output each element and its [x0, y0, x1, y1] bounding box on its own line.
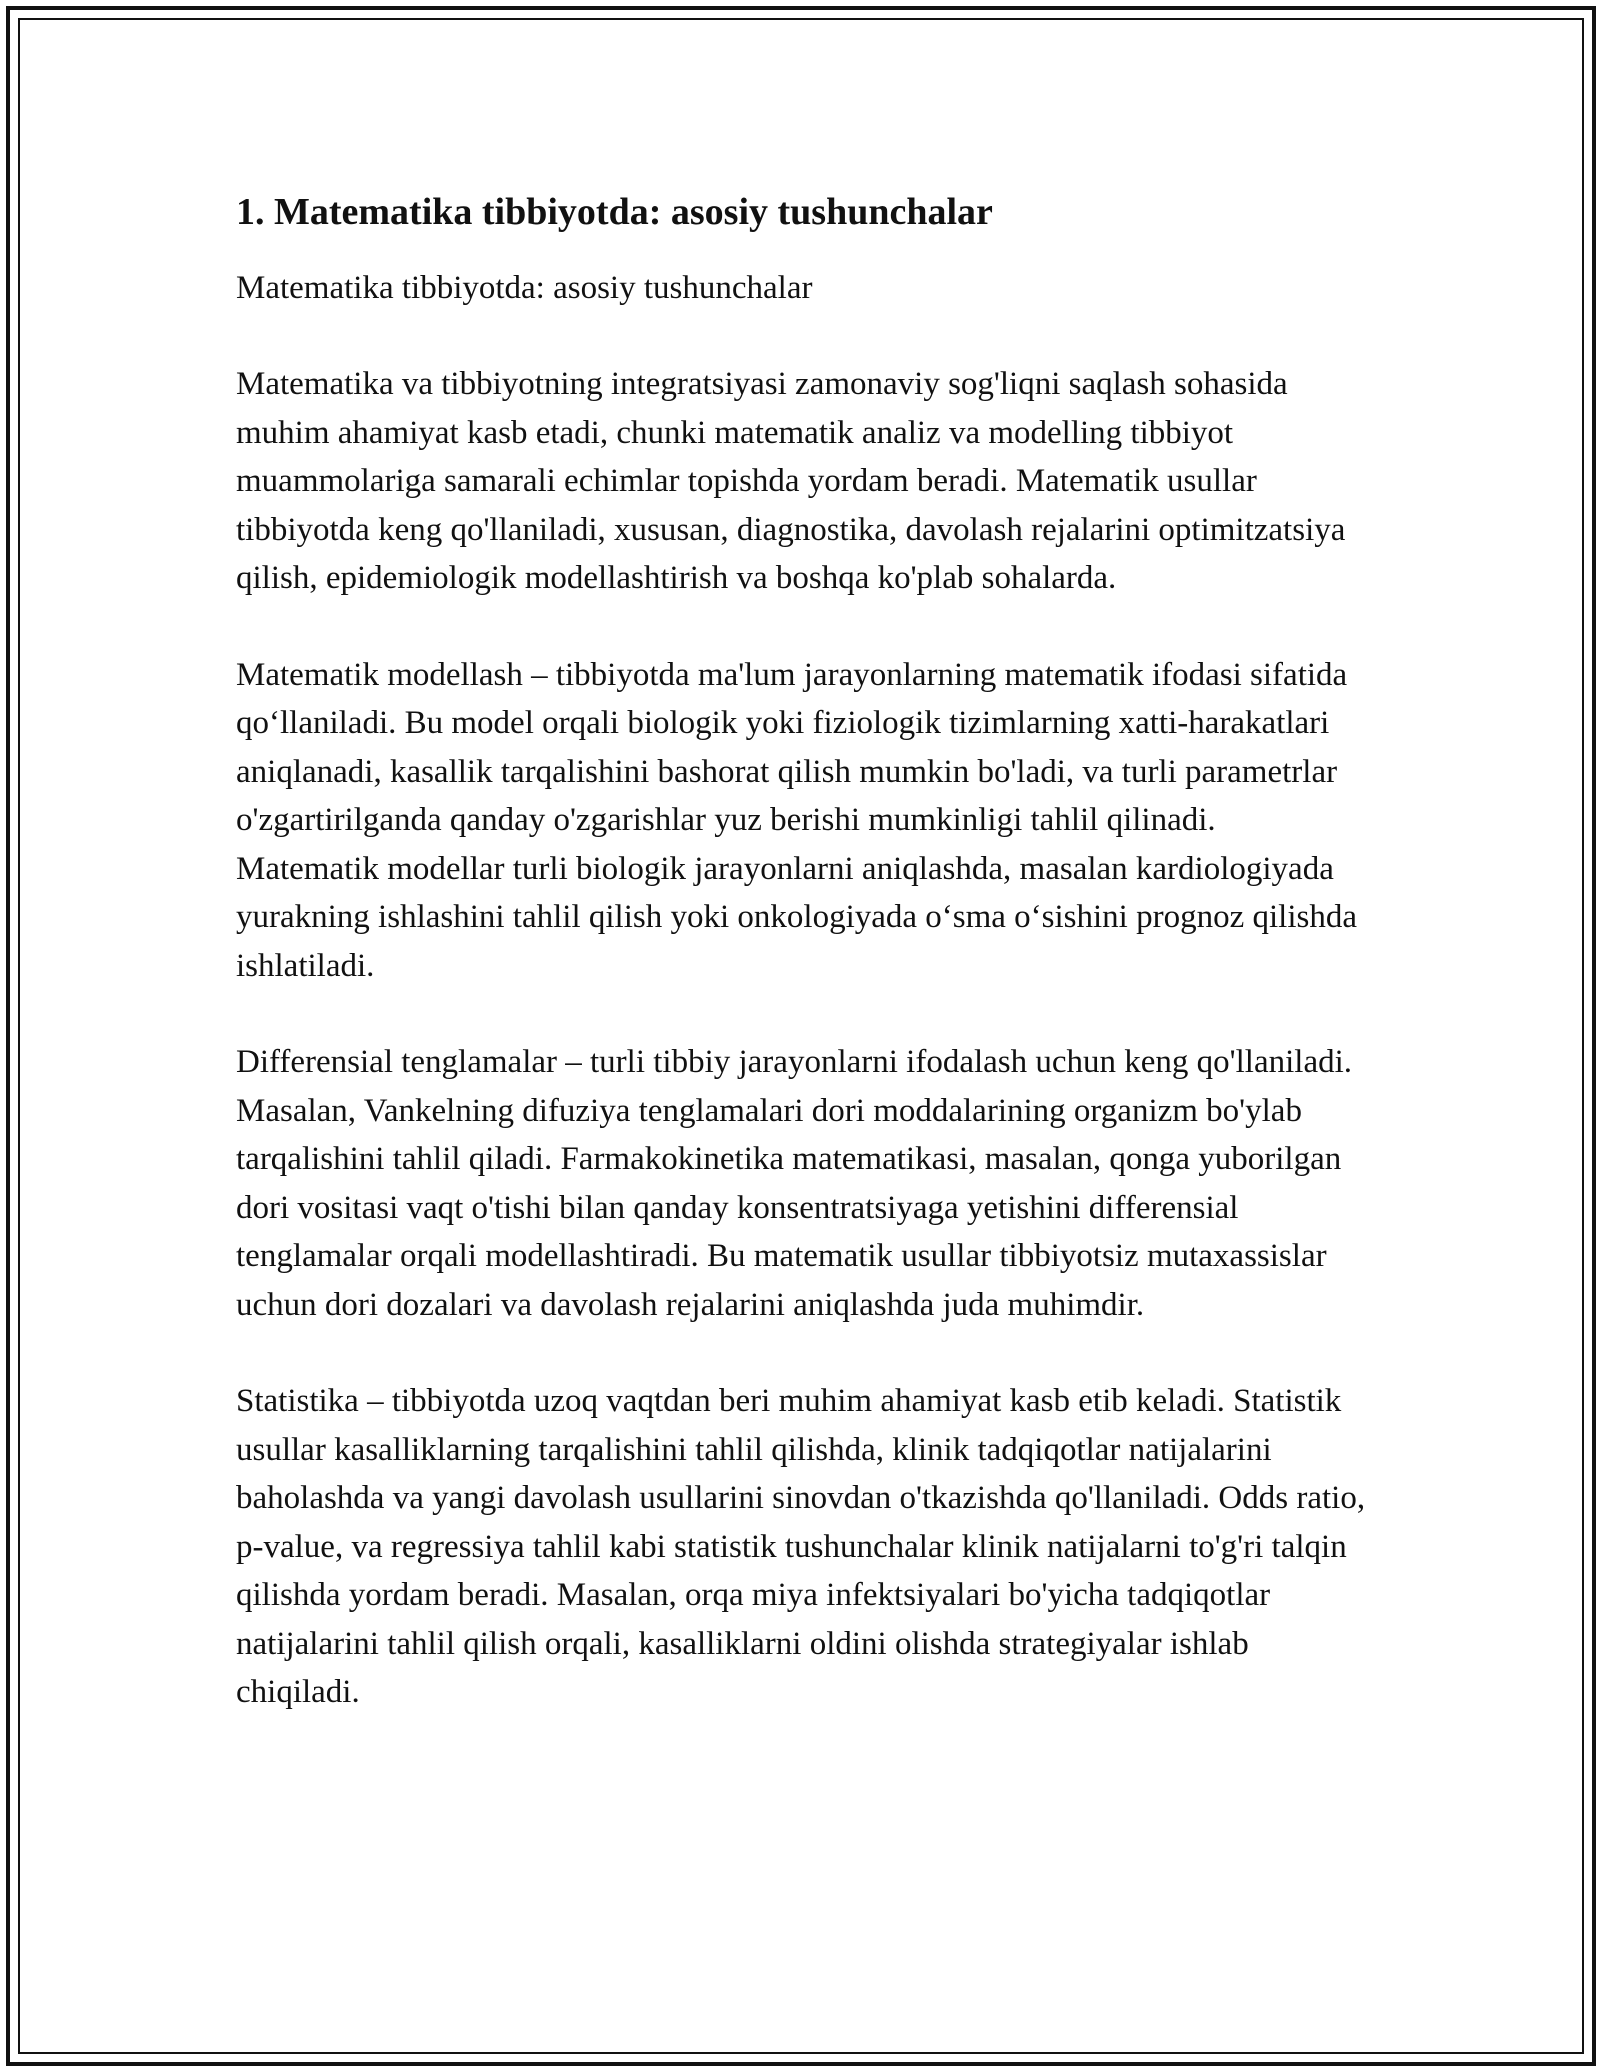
document-body [236, 186, 1366, 1765]
paragraph-differential-equations: Differensial tenglamalar – turli tibbiy jarayonlarni ifodalash uchun keng qo'llaniladi. Masalan, Vankelning difuziya tenglamalari dori moddalarining organizm bo'ylab tarqalishini tahlil qiladi. Farmakokinetika matematikasi, masalan, qonga yuborilgan dori vositasi vaqt o'tishi bilan qanday konsentratsiyaga yetishini differensial tenglamalar orqali modellashtiradi. Bu matematik usullar tibbiyotsiz mutaxassislar uchun dori dozalari va davolash rejalarini aniqlashda juda muhimdir. [236, 1044, 1353, 1323]
section-heading: 1. Matematika tibbiyotda: asosiy tushunchalar [236, 191, 993, 233]
section-subtitle: Matematika tibbiyotda: asosiy tushunchalar [236, 270, 813, 306]
paragraph-modelling: Matematik modellash – tibbiyotda ma'lum jarayonlarning matematik ifodasi sifatida qo‘llaniladi. Bu model orqali biologik yoki fiziologik tizimlarning xatti-harakatlari aniqlanadi, kasallik tarqalishini bashorat qilish mumkin bo'ladi, va turli parametrlar o'zgartirilganda qanday o'zgarishlar yuz berishi mumkinligi tahlil qilinadi. Matematik modellar turli biologik jarayonlarni aniqlashda, masalan kardiologiyada yurakning ishlashini tahlil qilish yoki onkologiyada o‘sma o‘sishini prognoz qilishda ishlatiladi. [236, 656, 1357, 984]
paragraph-integration: Matematika va tibbiyotning integratsiyasi zamonaviy sog'liqni saqlash sohasida muhim ahamiyat kasb etadi, chunki matematik analiz va modelling tibbiyot muammolariga samarali echimlar topishda yordam beradi. Matematik usullar tibbiyotda keng qo'llaniladi, xususan, diagnostika, davolash rejalarini optimitzatsiya qilish, epidemiologik modellashtirish va boshqa ko'plab sohalarda. [236, 366, 1346, 596]
paragraph-statistics: Statistika – tibbiyotda uzoq vaqtdan beri muhim ahamiyat kasb etib keladi. Statistik usullar kasalliklarning tarqalishini tahlil qilishda, klinik tadqiqotlar natijalarini baholashda va yangi davolash usullarini sinovdan o'tkazishda qo'llaniladi. Odds ratio, p-value, va regressiya tahlil kabi statistik tushunchalar klinik natijalarni to'g'ri talqin qilishda yordam beradi. Masalan, orqa miya infektsiyalari bo'yicha tadqiqotlar natijalarini tahlil qilish orqali, kasalliklarni oldini olishda strategiyalar ishlab chiqiladi. [236, 1383, 1366, 1710]
